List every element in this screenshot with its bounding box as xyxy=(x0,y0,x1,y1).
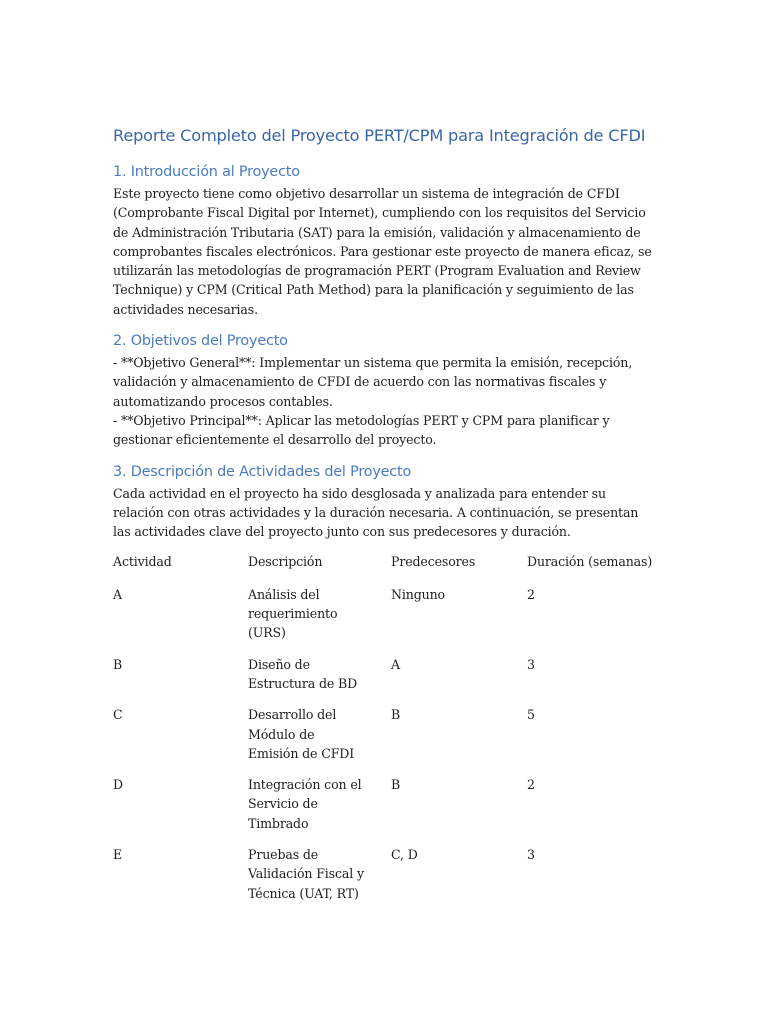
table-row xyxy=(113,655,658,706)
cell-predecesores: B xyxy=(391,707,401,723)
cell-descripcion xyxy=(248,845,391,915)
objective-principal: - **Objetivo Principal**: Aplicar las metodologías PERT y CPM para planificar y gestionar eficientemente el desarrollo del proyecto. xyxy=(113,412,610,448)
cell-actividad: B xyxy=(113,656,123,672)
section-3-body: Cada actividad en el proyecto ha sido desglosada y analizada para entender su relación con otras actividades y la duración necesaria. A continuación, se presentan las actividades clave del proyecto junto con sus predecesores y duración. xyxy=(113,485,639,540)
section-1-body: Este proyecto tiene como objetivo desarrollar un sistema de integración de CFDI (Comprobante Fiscal Digital por Internet), cumpliendo con los requisitos del Servicio de Administración Tributaria (SAT) para la emisión, validación y almacenamiento de comprobantes fiscales electrónicos. Para gestionar este proyecto de manera eficaz, se utilizarán las metodologías de programación PERT (Program Evaluation and Review Technique) y CPM (Critical Path Method) para la planificación y seguimiento de las actividades necesarias. xyxy=(113,186,652,317)
cell-descripcion xyxy=(248,775,391,845)
activities-table xyxy=(113,552,658,914)
cell-descripcion xyxy=(248,585,391,655)
cell-duracion: 3 xyxy=(527,656,535,672)
cell-predecesores: Ninguno xyxy=(391,586,445,602)
header-predecesores: Predecesores xyxy=(391,554,476,570)
table-row xyxy=(113,775,658,845)
cell-descripcion xyxy=(248,655,391,706)
document-title: Reporte Completo del Proyecto PERT/CPM para Integración de CFDI xyxy=(113,126,646,145)
cell-actividad: E xyxy=(113,847,123,863)
table-row xyxy=(113,705,658,775)
cell-descripcion xyxy=(248,705,391,775)
cell-actividad: D xyxy=(113,777,123,793)
header-actividad: Actividad xyxy=(113,554,172,570)
header-descripcion: Descripción xyxy=(248,554,323,570)
cell-descripcion-text: Diseño de Estructura de BD xyxy=(248,656,358,691)
cell-actividad: C xyxy=(113,707,123,723)
table-row xyxy=(113,585,658,655)
cell-duracion: 2 xyxy=(527,777,535,793)
cell-descripcion-text: Desarrollo del Módulo de Emisión de CFDI xyxy=(248,707,355,761)
cell-predecesores: B xyxy=(391,777,401,793)
cell-duracion: 5 xyxy=(527,707,535,723)
cell-duracion: 3 xyxy=(527,847,535,863)
table-row xyxy=(113,845,658,915)
header-duracion: Duración (semanas) xyxy=(527,554,653,570)
cell-descripcion-text: Integración con el Servicio de Timbrado xyxy=(248,777,362,831)
objectives-list xyxy=(113,353,658,449)
section-3-heading: 3. Descripción de Actividades del Proyecto xyxy=(113,463,412,480)
cell-predecesores: A xyxy=(391,656,400,672)
objective-general: - **Objetivo General**: Implementar un sistema que permita la emisión, recepción, validación y almacenamiento de CFDI de acuerdo con las normativas fiscales y automatizando procesos contables. xyxy=(113,355,633,409)
section-2-heading: 2. Objetivos del Proyecto xyxy=(113,333,288,350)
cell-duracion: 2 xyxy=(527,586,535,602)
cell-descripcion-text: Pruebas de Validación Fiscal y Técnica (UAT, RT) xyxy=(248,847,364,901)
cell-actividad: A xyxy=(113,586,122,602)
section-1-heading: 1. Introducción al Proyecto xyxy=(113,164,300,180)
document-page xyxy=(113,124,658,915)
cell-predecesores: C, D xyxy=(391,847,418,863)
cell-descripcion-text: Análisis del requerimiento (URS) xyxy=(248,586,338,641)
table-header-row xyxy=(113,552,658,584)
